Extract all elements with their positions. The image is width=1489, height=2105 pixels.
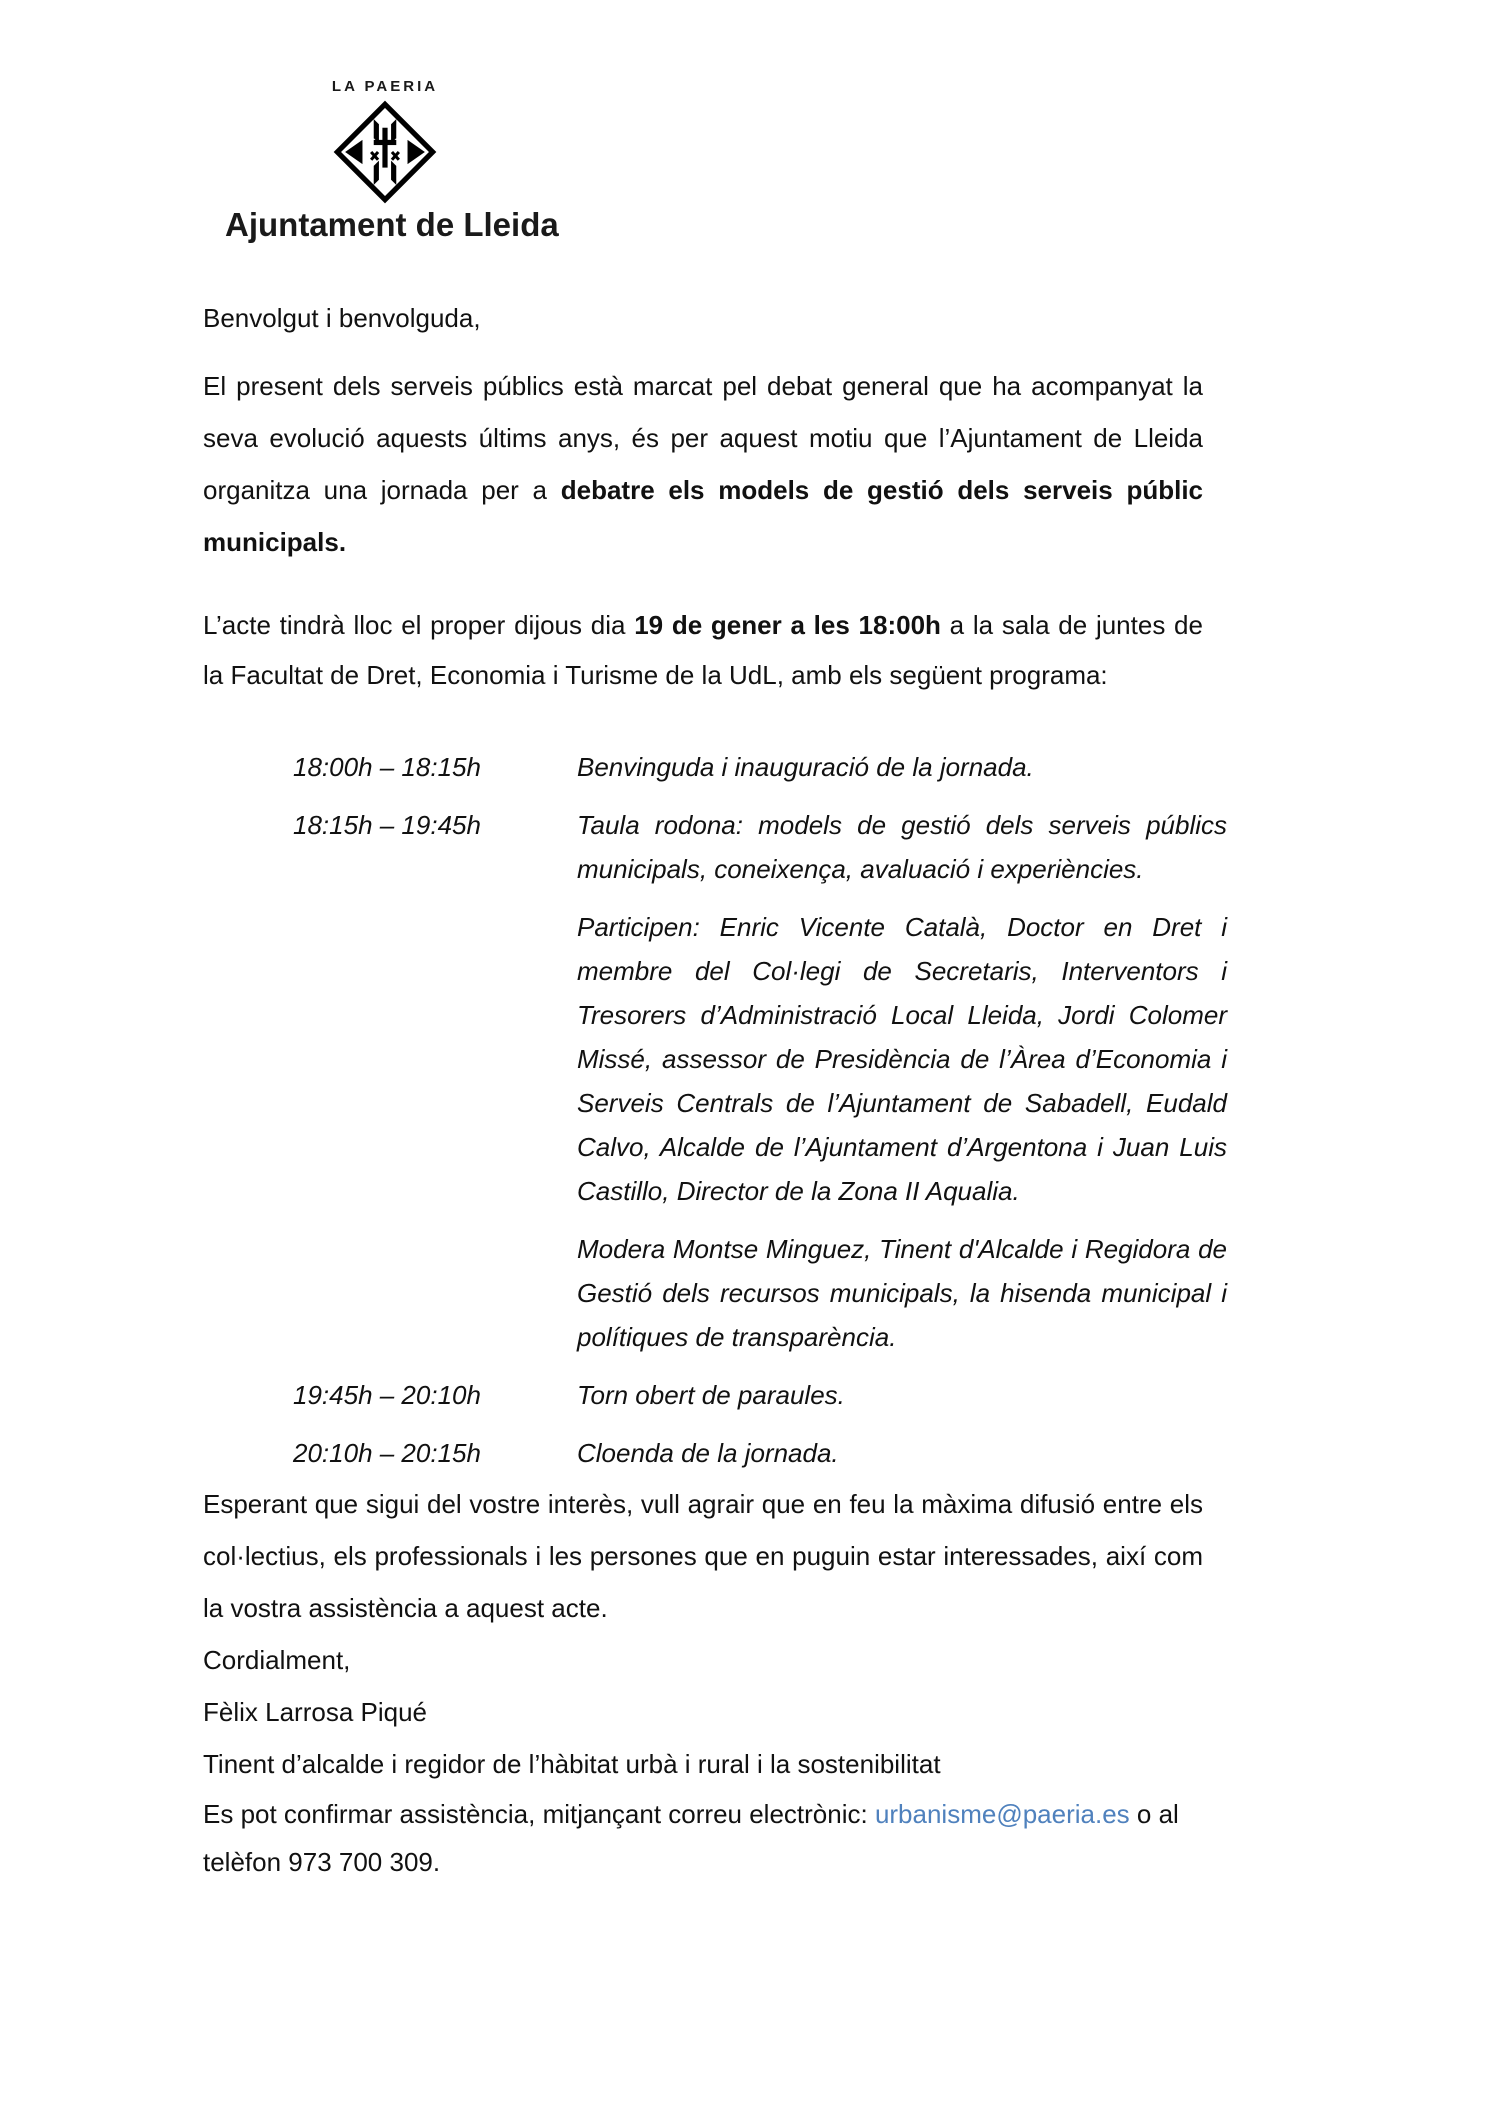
schedule-paragraph: Benvinguda i inauguració de la jornada. [577,752,1034,782]
signature-title: Tinent d’alcalde i regidor de l’hàbitat urbà i rural i la sostenibilitat [203,1749,941,1779]
event-date-bold: 19 de gener a les 18:00h [634,610,941,640]
event-text-after: a la sala de juntes de la Facultat de Dret, Economia i Turisme de la UdL, amb els següent programa: [203,610,1203,690]
schedule-time: 18:00h – 18:15h [293,752,481,782]
logo-caption: LA PAERIA [331,78,439,95]
event-paragraph [203,600,1203,700]
valediction: Cordialment, [203,1645,351,1675]
letter-footer [203,1478,1203,1886]
schedule-description [577,803,1227,1359]
contact-text-before: Es pot confirmar assistència, mitjançant correu electrònic: [203,1799,875,1829]
contact-line [203,1790,1203,1886]
schedule-time: 18:15h – 19:45h [293,810,481,840]
la-paeria-logo [225,78,559,244]
intro-bold-text: debatre els models de gestió dels serveis públic municipals. [203,475,1204,557]
schedule-description [577,1373,1227,1417]
schedule-time: 19:45h – 20:10h [293,1380,481,1410]
schedule-description [577,745,1227,789]
schedule-row [203,745,1263,789]
organization-name: Ajuntament de Lleida [225,206,559,243]
intro-text: El present dels serveis públics està marcat pel debat general que ha acompanyat la seva evolució aquests últims anys, és per aquest motiu que l’Ajuntament de Lleida organitza una jornada per a [203,371,1203,505]
schedule-paragraph: Taula rodona: models de gestió dels serveis públics municipals, coneixença, avaluació i experiències. [577,810,1227,884]
schedule-row [203,1373,1263,1417]
salutation: Benvolgut i benvolguda, [203,303,481,333]
schedule-time: 20:10h – 20:15h [293,1438,481,1468]
intro-paragraph [203,360,1203,568]
schedule-paragraph: Torn obert de paraules. [577,1380,845,1410]
contact-text-after: o al telèfon 973 700 309. [203,1799,1179,1877]
schedule-description [577,1431,1227,1475]
email-link[interactable]: urbanisme@paeria.es [874,1799,1130,1829]
program-schedule [203,745,1263,1489]
schedule-paragraph: Modera Montse Minguez, Tinent d'Alcalde i Regidora de Gestió dels recursos municipals, la hisenda municipal i polítiques de transparència. [577,1234,1227,1352]
schedule-row [203,803,1263,1359]
closing-paragraph: Esperant que sigui del vostre interès, vull agrair que en feu la màxima difusió entre els col·lectius, els professionals i les persones que en puguin estar interessades, així com la vostra assistència a aquest acte. [203,1489,1203,1623]
schedule-paragraph: Cloenda de la jornada. [577,1438,839,1468]
event-text-before: L’acte tindrà lloc el proper dijous dia [203,610,635,640]
schedule-row [203,1431,1263,1475]
lleida-coat-of-arms-icon [333,100,437,204]
signature-name: Fèlix Larrosa Piqué [203,1697,427,1727]
schedule-paragraph: Participen: Enric Vicente Català, Doctor en Dret i membre del Col·legi de Secretaris, Interventors i Tresorers d’Administració Local Lleida, Jordi Colomer Missé, assessor de Presidència de l’Àrea d’Economia i Serveis Centrals de l’Ajuntament de Sabadell, Eudald Calvo, Alcalde de l’Ajuntament d’Argentona i Juan Luis Castillo, Director de la Zona II Aqualia. [577,912,1227,1206]
